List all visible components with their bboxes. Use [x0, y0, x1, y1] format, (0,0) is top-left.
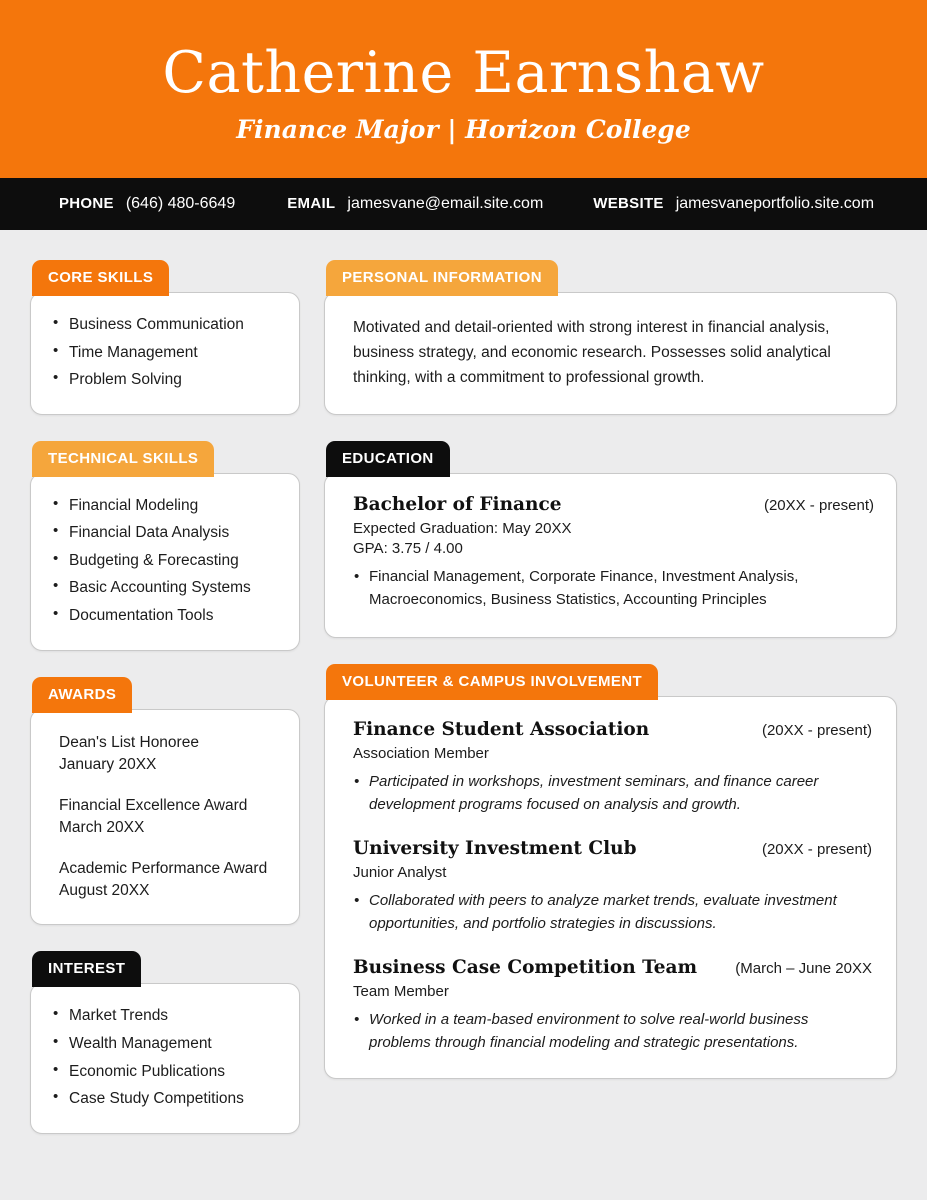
award-name: Dean's List Honoree: [59, 733, 199, 751]
volunteer-date: (20XX - present): [761, 841, 872, 859]
list-item: • Economic Publications: [51, 1058, 279, 1086]
volunteer-role: Team Member: [353, 983, 449, 1001]
list-item: • Market Trends: [51, 1002, 279, 1030]
list-item: • Case Study Competitions: [51, 1085, 279, 1113]
award-name: Academic Performance Award: [59, 859, 268, 877]
list-item: • Business Communication: [51, 311, 279, 339]
list-item: • Financial Modeling: [51, 492, 279, 520]
technical-skills-list: [51, 492, 279, 630]
volunteer-detail-list: [353, 1009, 872, 1054]
resume-body: [0, 230, 927, 1160]
contact-phone-label: PHONE: [58, 195, 114, 212]
awards-title: AWARDS: [32, 677, 132, 713]
contact-email-label: EMAIL: [287, 195, 336, 212]
volunteer-role: Association Member: [353, 745, 489, 763]
personal-information-summary: Motivated and detail-oriented with strong interest in financial analysis, business strategy, and economic research. Possesses solid analytical thinking, with a commitment to professional growth.: [353, 319, 831, 387]
resume-header: [0, 0, 927, 178]
contact-website-label: WEBSITE: [593, 195, 664, 212]
page-title: Catherine Earnshaw: [162, 39, 765, 106]
volunteer-org: Finance Student Association: [353, 719, 650, 741]
interest-card: [30, 983, 300, 1133]
interest-list: [51, 1002, 279, 1112]
section-personal-information: [324, 260, 897, 415]
list-item: • Collaborated with peers to analyze market trends, evaluate investment opportunities, and portfolio strategies in discussions.: [353, 890, 872, 935]
volunteer-entry: [353, 838, 872, 935]
list-item: • Budgeting & Forecasting: [51, 547, 279, 575]
contact-phone: [59, 195, 235, 213]
volunteer-org: Business Case Competition Team: [353, 957, 698, 979]
volunteer-card: [324, 696, 897, 1079]
list-item: • Financial Management, Corporate Finance, Investment Analysis, Macroeconomics, Business Statistics, Accounting Principles: [353, 566, 874, 611]
volunteer-date: (20XX - present): [761, 722, 872, 740]
list-item: • Problem Solving: [51, 366, 279, 394]
personal-information-card: [324, 292, 897, 415]
header-subtitle: Finance Major | Horizon College: [236, 115, 691, 145]
contact-email: [287, 195, 543, 213]
volunteer-entry: [353, 719, 872, 816]
contact-email-value[interactable]: jamesvane@email.site.com: [347, 195, 544, 212]
award-name: Financial Excellence Award: [59, 796, 248, 814]
section-volunteer: [324, 664, 897, 1079]
contact-phone-value: (646) 480-6649: [125, 195, 236, 212]
awards-card: [30, 709, 300, 926]
volunteer-title: VOLUNTEER & CAMPUS INVOLVEMENT: [326, 664, 658, 700]
technical-skills-card: [30, 473, 300, 651]
list-item: • Time Management: [51, 339, 279, 367]
section-core-skills: [30, 260, 300, 415]
list-item: [59, 858, 277, 903]
education-card: [324, 473, 897, 638]
right-column: [324, 260, 897, 1160]
left-column: [30, 260, 300, 1160]
personal-information-title: PERSONAL INFORMATION: [326, 260, 558, 296]
core-skills-list: [51, 311, 279, 394]
list-item: • Basic Accounting Systems: [51, 574, 279, 602]
award-date: January 20XX: [59, 756, 157, 774]
list-item: • Participated in workshops, investment seminars, and finance career development programs focused on analysis and growth.: [353, 771, 872, 816]
contact-website: [593, 195, 874, 213]
education-date: (20XX - present): [763, 497, 874, 515]
volunteer-org: University Investment Club: [353, 838, 637, 860]
list-item: • Wealth Management: [51, 1030, 279, 1058]
education-title: EDUCATION: [326, 441, 450, 477]
technical-skills-title: TECHNICAL SKILLS: [32, 441, 214, 477]
section-technical-skills: [30, 441, 300, 651]
interest-title: INTEREST: [32, 951, 141, 987]
award-date: March 20XX: [59, 819, 145, 837]
education-entry: [353, 494, 874, 611]
education-coursework-list: [353, 566, 874, 611]
volunteer-date: (March – June 20XX: [735, 960, 872, 978]
volunteer-entry: [353, 957, 872, 1054]
core-skills-card: [30, 292, 300, 415]
list-item: [59, 795, 277, 840]
list-item: [59, 732, 277, 777]
section-awards: [30, 677, 300, 926]
education-gpa: GPA: 3.75 / 4.00: [353, 540, 463, 558]
education-degree: Bachelor of Finance: [353, 494, 562, 516]
contact-website-value[interactable]: jamesvaneportfolio.site.com: [675, 195, 875, 212]
list-item: • Worked in a team-based environment to solve real-world business problems through financial modeling and strategic presentations.: [353, 1009, 872, 1054]
contact-bar: [0, 178, 927, 230]
volunteer-role: Junior Analyst: [353, 864, 447, 882]
volunteer-detail-list: [353, 771, 872, 816]
education-graduation: Expected Graduation: May 20XX: [353, 520, 572, 538]
list-item: • Documentation Tools: [51, 602, 279, 630]
list-item: • Financial Data Analysis: [51, 519, 279, 547]
award-date: August 20XX: [59, 881, 150, 899]
section-education: [324, 441, 897, 638]
volunteer-detail-list: [353, 890, 872, 935]
section-interest: [30, 951, 300, 1133]
core-skills-title: CORE SKILLS: [32, 260, 169, 296]
